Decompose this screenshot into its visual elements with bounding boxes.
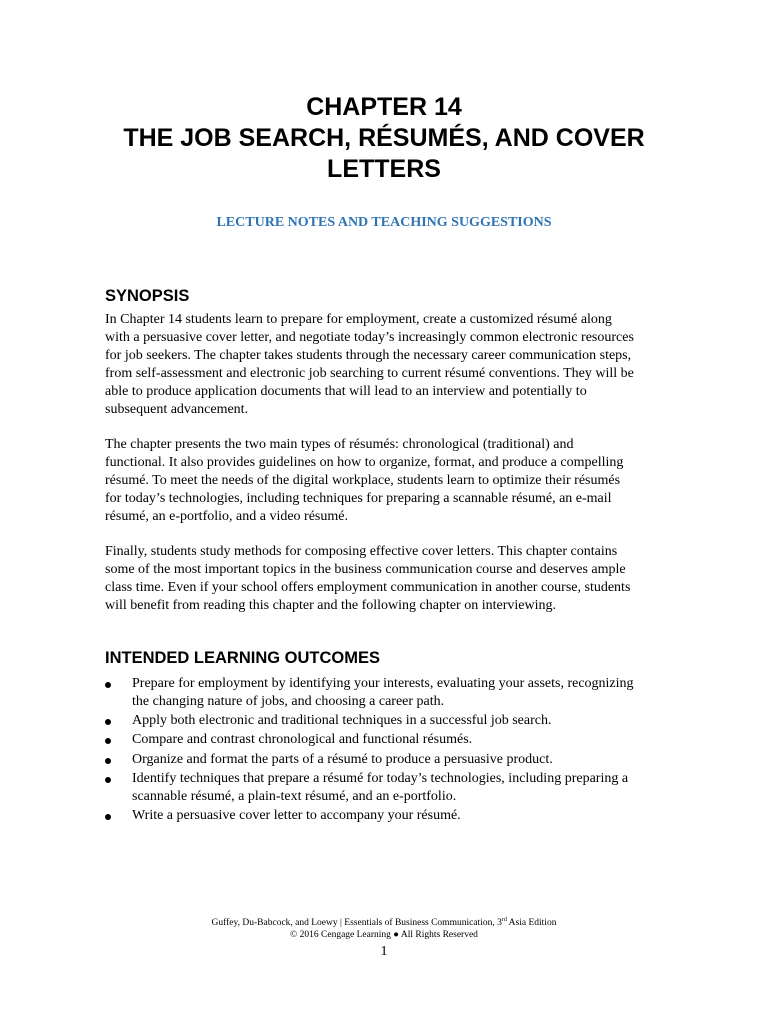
bullet-icon	[105, 719, 111, 725]
chapter-number: CHAPTER 14	[306, 93, 462, 121]
synopsis-heading: SYNOPSIS	[105, 287, 190, 305]
footer-copyright: © 2016 Cengage Learning ● All Rights Reserved	[290, 930, 478, 940]
bullet-icon	[105, 758, 111, 764]
chapter-title	[0, 92, 768, 185]
list-item: Compare and contrast chronological and functional résumés.	[105, 731, 685, 749]
bullet-icon	[105, 738, 111, 744]
synopsis-paragraph-2: The chapter presents the two main types of résumés: chronological (traditional) and functional. It also provides guidelines on how to organize, format, and produce a compelling résumé. To meet the needs of the digital workplace, students learn to optimize their résumés for today’s technologies, including techniques for preparing a scannable résumé, an e-mail résumé, an e-portfolio, and a video résumé.	[105, 437, 624, 524]
list-item: Organize and format the parts of a résumé to produce a persuasive product.	[105, 751, 685, 769]
learning-outcomes-heading: INTENDED LEARNING OUTCOMES	[105, 649, 381, 667]
page-number: 1	[380, 944, 388, 959]
lecture-notes-heading: LECTURE NOTES AND TEACHING SUGGESTIONS	[216, 215, 552, 230]
list-item: Apply both electronic and traditional techniques in a successful job search.	[105, 712, 685, 730]
page-footer	[0, 917, 768, 941]
chapter-name-line-1: THE JOB SEARCH, RÉSUMÉS, AND COVER	[123, 124, 645, 152]
bullet-icon	[105, 777, 111, 783]
list-item: Prepare for employment by identifying your interests, evaluating your assets, recognizing the changing nature of jobs, and choosing a career path.	[105, 675, 685, 711]
footer-citation: Guffey, Du-Babcock, and Loewy | Essentials of Business Communication, 3rd Asia Edition	[211, 916, 557, 928]
bullet-icon	[105, 682, 111, 688]
synopsis-paragraph-1: In Chapter 14 students learn to prepare for employment, create a customized résumé along with a persuasive cover letter, and negotiate today’s increasingly common electronic resources for job seekers. The chapter takes students through the necessary career communication steps, from self-assessment and electronic job searching to current résumé conventions. They will be able to produce application documents that will lead to an interview and potentially to subsequent advancement.	[105, 312, 634, 417]
chapter-name-line-2: LETTERS	[327, 155, 441, 183]
list-item: Identify techniques that prepare a résumé for today’s technologies, including preparing a scannable résumé, a plain-text résumé, and an e-portfolio.	[105, 770, 685, 806]
bullet-icon	[105, 814, 111, 820]
learning-outcomes-list	[105, 675, 685, 826]
list-item: Write a persuasive cover letter to accompany your résumé.	[105, 807, 685, 825]
synopsis-paragraph-3: Finally, students study methods for composing effective cover letters. This chapter contains some of the most important topics in the business communication course and deserves ample class time. Even if your school offers employment communication in another course, students will benefit from reading this chapter and the following chapter on interviewing.	[105, 544, 631, 613]
